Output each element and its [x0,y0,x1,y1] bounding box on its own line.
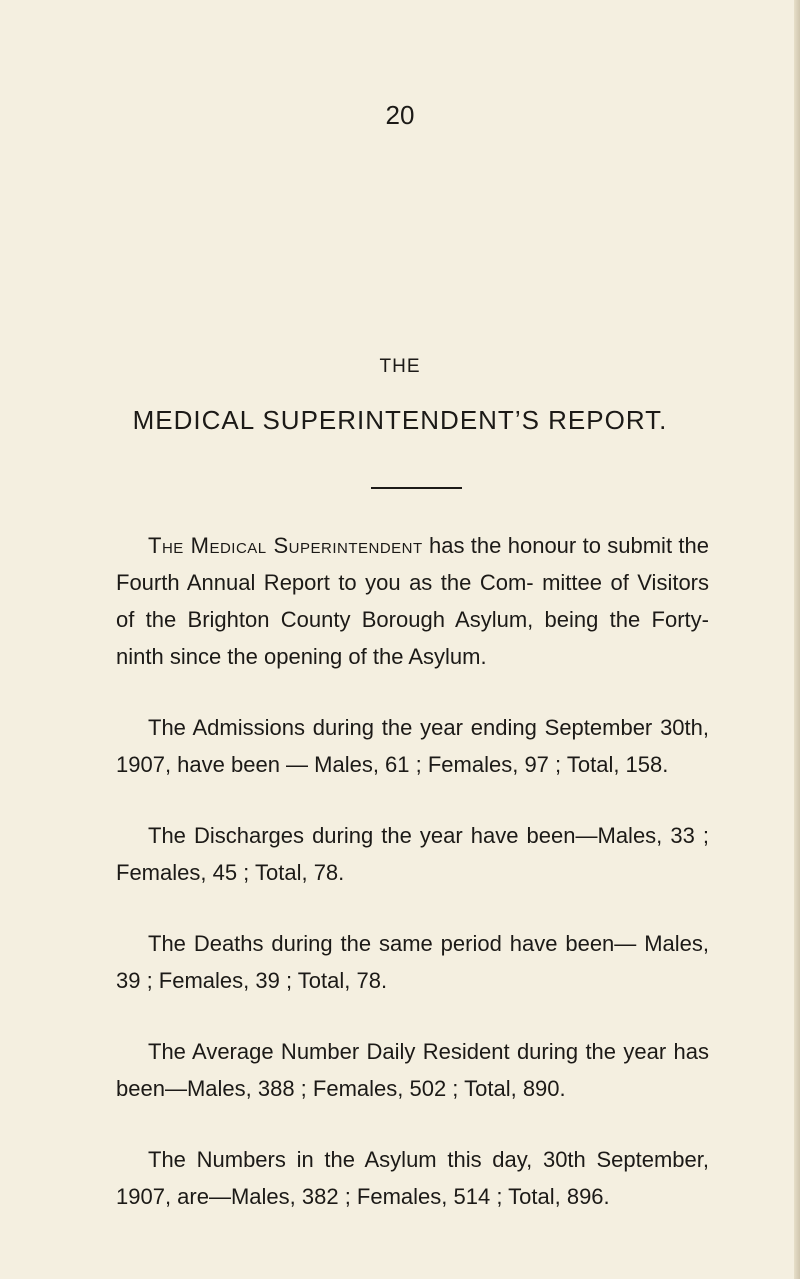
average-resident-paragraph [116,1033,709,1107]
discharges-text: The Discharges during the year have been—Males, 33 ; Females, 45 ; Total, 78. [116,823,709,885]
numbers-in-asylum-paragraph [116,1141,709,1215]
report-title: MEDICAL SUPERINTENDENT’S REPORT. [132,405,668,435]
admissions-paragraph [116,709,709,783]
report-heading-article: THE [379,356,421,377]
admissions-text: The Admissions during the year ending September 30th, 1907, have been — Males, 61 ; Females, 97 ; Total, 158. [116,715,709,777]
intro-text: has the honour to submit the Fourth Annual Report to you as the Com- mittee of Visitors of the Brighton County Borough Asylum, being the Forty-ninth since the opening of the Asylum. [116,533,709,669]
discharges-paragraph [116,817,709,891]
page-number: 20 [385,100,415,130]
intro-lead: The Medical Superintendent [148,533,423,558]
deaths-paragraph [116,925,709,999]
page-edge [794,0,800,1279]
numbers-in-asylum-text: The Numbers in the Asylum this day, 30th September, 1907, are—Males, 382 ; Females, 514 ; Total, 896. [116,1147,709,1209]
average-resident-text: The Average Number Daily Resident during the year has been—Males, 388 ; Females, 502 ; Total, 890. [116,1039,709,1101]
deaths-text: The Deaths during the same period have been— Males, 39 ; Females, 39 ; Total, 78. [116,931,709,993]
intro-paragraph [116,527,709,675]
title-divider [371,487,462,489]
